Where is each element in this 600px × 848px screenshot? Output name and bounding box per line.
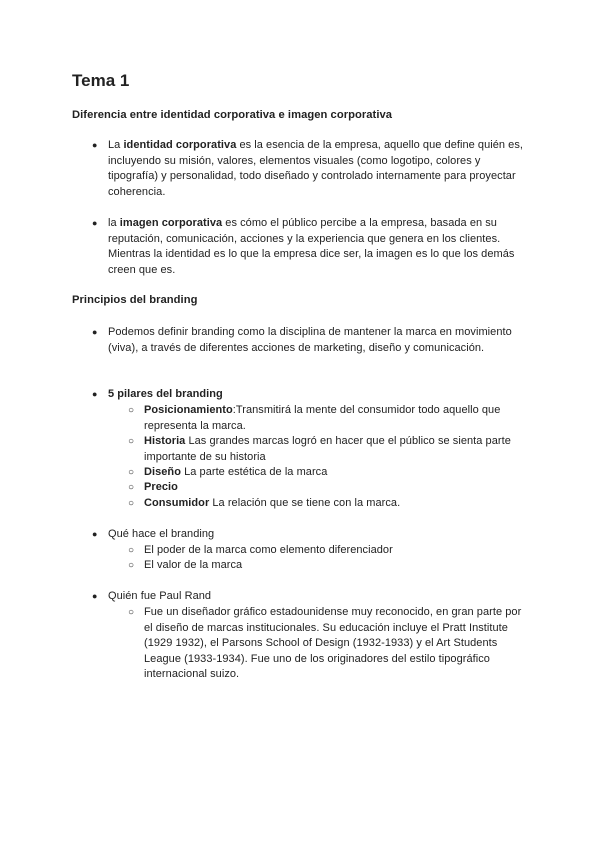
bullet-icon: ● [92, 140, 98, 150]
sub-item-paul-rand-bio: ○ Fue un diseñador gráfico estadounidense muy reconocido, en gran parte por el diseño de marcas institucionales. Su educación incluye el Pratt Institute (1929 1932), el Parsons School of Design (1932-1933) y el Art Students League (1933-1934). Fue uno de los originadores del estilo tipográfico internacional suizo. [128, 606, 522, 681]
circle-bullet-icon: ○ [128, 482, 135, 493]
page-title: Tema 1 [72, 71, 130, 90]
list-item-definicion [92, 325, 530, 356]
sub-item-valor: ○ El valor de la marca [128, 558, 530, 574]
bullet-icon: ● [92, 591, 98, 601]
sub-item-consumidor: ○ Consumidor La relación que se tiene con la marca. [128, 496, 530, 512]
list-item-que-hace [92, 527, 530, 543]
section-heading-branding: Principios del branding [72, 294, 198, 306]
circle-bullet-icon: ○ [128, 405, 135, 416]
circle-bullet-icon: ○ [128, 545, 135, 556]
circle-bullet-icon: ○ [128, 467, 135, 478]
sub-item-poder: ○ El poder de la marca como elemento diferenciador [128, 543, 530, 559]
circle-bullet-icon: ○ [128, 607, 135, 618]
sub-item-diseno: ○ Diseño La parte estética de la marca [128, 465, 530, 481]
sub-item-historia: ○ Historia Las grandes marcas logró en hacer que el público se sienta parte importante de su historia [128, 435, 511, 463]
section-heading-identidad: Diferencia entre identidad corporativa e imagen corporativa [72, 109, 393, 121]
bullet-icon: ● [92, 529, 98, 539]
circle-bullet-icon: ○ [128, 498, 135, 509]
sub-item-precio: ○ Precio [128, 480, 530, 496]
list-item-text: la imagen corporativa es cómo el público percibe a la empresa, basada en su reputación, comunicación, acciones y la experiencia que genera en los clientes. Mientras la identidad es lo que la empresa dice ser, la imagen es lo que los demás creen que es. [108, 217, 515, 276]
list-item-paul-rand [92, 589, 530, 605]
list-item-pilares [92, 387, 530, 403]
term-identidad: identidad corporativa [123, 139, 237, 151]
term-imagen: imagen corporativa [119, 217, 223, 229]
circle-bullet-icon: ○ [128, 436, 135, 447]
list-item-text: Podemos definir branding como la disciplina de mantener la marca en movimiento (viva), a través de diferentes acciones de marketing, diseño y comunicación. [108, 326, 512, 354]
list-item-label: 5 pilares del branding [108, 388, 223, 400]
bullet-icon: ● [92, 389, 98, 399]
list-item-imagen [92, 216, 530, 278]
list-item-identidad [92, 138, 530, 200]
sub-item-posicionamiento: ○ Posicionamiento:Transmitirá la mente del consumidor todo aquello que representa la marca. [128, 404, 501, 432]
circle-bullet-icon: ○ [128, 560, 135, 571]
bullet-icon: ● [92, 327, 98, 337]
list-item-label: Qué hace el branding [108, 528, 215, 540]
list-item-label: Quién fue Paul Rand [108, 590, 212, 602]
bullet-icon: ● [92, 218, 98, 228]
list-item-text: La identidad corporativa es la esencia de la empresa, aquello que define quién es, incluyendo su misión, valores, elementos visuales (como logotipo, colores y tipografía) y personalidad, todo diseñado y controlado internamente para proyectar coherencia. [108, 139, 524, 198]
